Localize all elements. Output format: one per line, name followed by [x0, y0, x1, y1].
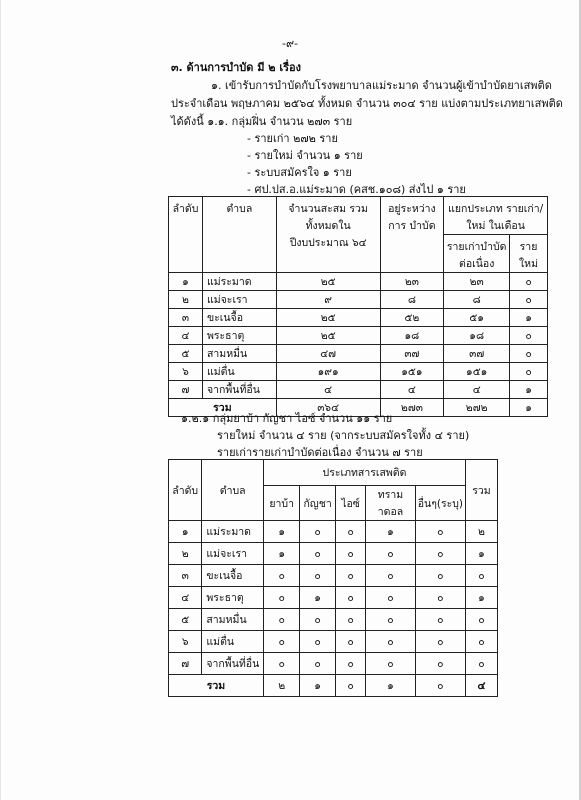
row-number: ๖ — [169, 363, 203, 381]
row-number: ๑ — [169, 521, 202, 543]
row-accumulated: ๔๗ — [276, 345, 380, 363]
page-number: -๙- — [282, 37, 298, 50]
row-total: ๐ — [465, 609, 497, 631]
row-total: ๐ — [465, 565, 497, 587]
row-value: ๐ — [366, 543, 415, 565]
row-value: ๐ — [366, 609, 415, 631]
row-number: ๕ — [169, 609, 202, 631]
row-total: ๒ — [465, 521, 497, 543]
row-number: ๖ — [169, 631, 202, 653]
row-value: ๐ — [366, 631, 415, 653]
row-accumulated: ๔ — [276, 381, 380, 399]
row-value: ๐ — [335, 631, 365, 653]
row-accumulated: ๒๕ — [276, 309, 380, 327]
total-meth: ๒ — [263, 675, 299, 697]
row-district: สามหมื่น — [202, 609, 264, 631]
header-new-cases: รายใหม่ — [510, 235, 548, 273]
total-old: ๒๗๒ — [444, 399, 510, 417]
row-value: ๑ — [263, 521, 299, 543]
row-total: ๑ — [465, 587, 497, 609]
opium-treatment-table — [168, 196, 548, 417]
table-row — [169, 273, 548, 291]
table-row — [169, 565, 498, 587]
row-value: ๐ — [300, 609, 335, 631]
header-drug-type: ไอซ์ — [335, 486, 365, 521]
row-number: ๔ — [169, 327, 203, 345]
total-sum: ๔ — [465, 675, 497, 697]
row-value: ๐ — [415, 609, 465, 631]
row-value: ๐ — [366, 587, 415, 609]
bullet-referral: - ศป.ปส.อ.แม่ระมาด (คสช.๑๐๘) ส่งไป ๑ ราย — [247, 183, 466, 196]
section-heading: ๓. ด้านการบำบัด มี ๒ เรื่อง — [171, 61, 302, 74]
header-district: ตำบล — [202, 197, 276, 273]
row-district: พระธาตุ — [202, 587, 264, 609]
row-value: ๐ — [335, 521, 365, 543]
row-accumulated: ๙ — [276, 291, 380, 309]
total-accumulated: ๓๖๔ — [276, 399, 380, 417]
row-number: ๒ — [169, 291, 203, 309]
header-drug-group: ประเภทสารเสพติด — [263, 460, 465, 486]
row-value: ๐ — [263, 609, 299, 631]
row-number: ๓ — [169, 309, 203, 327]
row-district: ขะเนจื้อ — [202, 309, 276, 327]
header-split: แยกประเภท รายเก่า/ใหม่ ในเดือน — [444, 197, 548, 235]
total-tramadol: ๑ — [366, 675, 415, 697]
row-district: แม่ระมาด — [202, 273, 276, 291]
row-value: ๐ — [300, 543, 335, 565]
row-number: ๗ — [169, 381, 203, 399]
row-district: แม่จะเรา — [202, 543, 264, 565]
row-old: ๕๑ — [444, 309, 510, 327]
row-value: ๐ — [300, 631, 335, 653]
row-new: ๐ — [510, 291, 548, 309]
row-accumulated: ๒๕ — [276, 327, 380, 345]
header-no: ลำดับ — [169, 197, 203, 273]
table-row — [169, 327, 548, 345]
table-row — [169, 521, 498, 543]
row-district: พระธาตุ — [202, 327, 276, 345]
table-row — [169, 309, 548, 327]
header-drug-type: ยาบ้า — [263, 486, 299, 521]
table-row — [169, 345, 548, 363]
header-in-treatment: อยู่ระหว่างการ บำบัด — [380, 197, 444, 273]
table-row — [169, 543, 498, 565]
row-in-treatment: ๑๘ — [380, 327, 444, 345]
table-row — [169, 631, 498, 653]
row-district: จากพื้นที่อื่น — [202, 653, 264, 675]
row-old: ๔ — [444, 381, 510, 399]
row-value: ๐ — [263, 653, 299, 675]
row-value: ๐ — [300, 565, 335, 587]
header-total: รวม — [465, 460, 497, 521]
row-district: สามหมื่น — [202, 345, 276, 363]
total-new: ๑ — [510, 399, 548, 417]
row-in-treatment: ๒๓ — [380, 273, 444, 291]
row-accumulated: ๒๕ — [276, 273, 380, 291]
row-value: ๑ — [263, 543, 299, 565]
header-accumulated: จำนวนสะสม รวมทั้งหมดใน ปีงบประมาณ ๖๔ — [276, 197, 380, 273]
total-other: ๐ — [415, 675, 465, 697]
row-value: ๐ — [415, 543, 465, 565]
row-value: ๐ — [263, 565, 299, 587]
sub-line-2: รายเก่ารายเก่าบำบัดต่อเนื่อง จำนวน ๗ ราย — [217, 446, 423, 459]
header-drug-type: กัญชา — [300, 486, 335, 521]
row-new: ๐ — [510, 273, 548, 291]
row-in-treatment: ๘ — [380, 291, 444, 309]
row-value: ๐ — [335, 653, 365, 675]
row-number: ๓ — [169, 565, 202, 587]
header-district: ตำบล — [202, 460, 264, 521]
row-district: แม่จะเรา — [202, 291, 276, 309]
bullet-new-cases: - รายใหม่ จำนวน ๑ ราย — [247, 149, 363, 162]
row-total: ๐ — [465, 653, 497, 675]
table-row — [169, 291, 548, 309]
total-in-treatment: ๒๗๓ — [380, 399, 444, 417]
meth-cannabis-table — [168, 459, 498, 697]
row-value: ๐ — [415, 631, 465, 653]
row-in-treatment: ๕๒ — [380, 309, 444, 327]
row-value: ๑ — [300, 587, 335, 609]
row-value: ๐ — [335, 543, 365, 565]
row-new: ๑ — [510, 309, 548, 327]
row-value: ๐ — [366, 565, 415, 587]
bullet-voluntary: - ระบบสมัครใจ ๑ ราย — [247, 166, 352, 179]
row-district: แม่ตื่น — [202, 631, 264, 653]
row-value: ๐ — [366, 653, 415, 675]
row-in-treatment: ๓๗ — [380, 345, 444, 363]
row-district: แม่ระมาด — [202, 521, 264, 543]
header-old-cases: รายเก่าบำบัด ต่อเนื่อง — [444, 235, 510, 273]
row-value: ๐ — [335, 609, 365, 631]
row-value: ๐ — [415, 587, 465, 609]
row-old: ๑๘ — [444, 327, 510, 345]
total-label: รวม — [169, 675, 264, 697]
row-accumulated: ๑๙๑ — [276, 363, 380, 381]
table-row — [169, 609, 498, 631]
row-new: ๑ — [510, 381, 548, 399]
row-number: ๕ — [169, 345, 203, 363]
sub-heading: ๑.๒.๑ กลุ่มยาบ้า กัญชา ไอซ์ จำนวน ๑๑ ราย — [181, 412, 393, 425]
row-value: ๐ — [415, 521, 465, 543]
row-old: ๓๗ — [444, 345, 510, 363]
row-total: ๑ — [465, 543, 497, 565]
row-value: ๐ — [335, 587, 365, 609]
row-new: ๐ — [510, 363, 548, 381]
header-drug-type: ทรามาดอล — [366, 486, 415, 521]
bullet-old-cases: - รายเก่า ๒๗๒ ราย — [247, 132, 338, 145]
row-number: ๑ — [169, 273, 203, 291]
row-old: ๘ — [444, 291, 510, 309]
row-value: ๐ — [415, 653, 465, 675]
row-district: ขะเนจื้อ — [202, 565, 264, 587]
row-value: ๐ — [300, 521, 335, 543]
row-district: จากพื้นที่อื่น — [202, 381, 276, 399]
row-in-treatment: ๑๕๑ — [380, 363, 444, 381]
row-value: ๐ — [300, 653, 335, 675]
total-cannabis: ๑ — [300, 675, 335, 697]
table-row — [169, 587, 498, 609]
sub-line-1: รายใหม่ จำนวน ๔ ราย (จากระบบสมัครใจทั้ง ๔ ราย) — [217, 429, 470, 442]
row-number: ๔ — [169, 587, 202, 609]
total-ice: ๐ — [335, 675, 365, 697]
row-number: ๒ — [169, 543, 202, 565]
row-new: ๐ — [510, 327, 548, 345]
paragraph-line-1: ๑. เข้ารับการบำบัดกับโรงพยาบาลแม่ระมาด จำนวนผู้เข้าบำบัดยาเสพติด — [211, 79, 552, 92]
row-new: ๐ — [510, 345, 548, 363]
table-row — [169, 363, 548, 381]
row-value: ๐ — [415, 565, 465, 587]
row-in-treatment: ๔ — [380, 381, 444, 399]
header-no: ลำดับ — [169, 460, 202, 521]
paragraph-line-3: ได้ดังนี้ ๑.๑. กลุ่มฝิ่น จำนวน ๒๗๓ ราย — [171, 115, 353, 128]
row-number: ๗ — [169, 653, 202, 675]
table-row — [169, 653, 498, 675]
row-value: ๐ — [263, 587, 299, 609]
row-value: ๑ — [366, 521, 415, 543]
row-old: ๒๓ — [444, 273, 510, 291]
paragraph-line-2: ประจำเดือน พฤษภาคม ๒๕๖๔ ทั้งหมด จำนวน ๓๐๔ ราย แบ่งตามประเภทยาเสพติด — [171, 97, 563, 110]
row-value: ๐ — [263, 631, 299, 653]
header-drug-type: อื่นๆ(ระบุ) — [415, 486, 465, 521]
table-row — [169, 381, 548, 399]
total-label: รวม — [169, 399, 277, 417]
row-value: ๐ — [335, 565, 365, 587]
row-district: แม่ตื่น — [202, 363, 276, 381]
row-total: ๐ — [465, 631, 497, 653]
row-old: ๑๕๑ — [444, 363, 510, 381]
